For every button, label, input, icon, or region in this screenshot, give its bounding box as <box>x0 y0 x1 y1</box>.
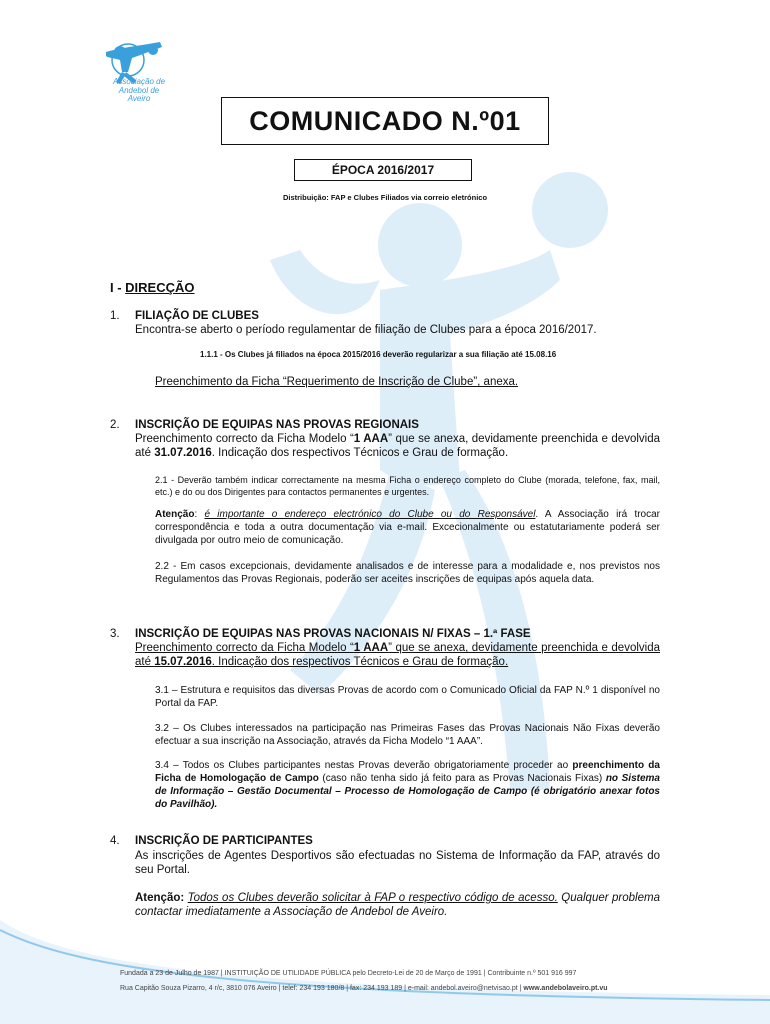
item-2-text-c: . Indicação dos respectivos Técnicos e Grau de formação. <box>211 447 509 459</box>
item-4-number: 4. <box>110 835 120 847</box>
section-heading <box>110 280 195 295</box>
season-label: ÉPOCA 2016/2017 <box>331 163 435 177</box>
item-2-date: 31.07.2016 <box>154 447 212 459</box>
item-2-text-b: ” que se anexa, devidamente preenchida e devolvida até <box>135 433 660 459</box>
logo-line-1: Associação de <box>112 77 166 86</box>
item-2-model: 1 AAA <box>353 433 389 445</box>
item-2-attention <box>155 508 660 547</box>
item-3-text-c: . Indicação dos respectivos Técnicos e Grau de formação. <box>211 656 509 668</box>
footer-line-2 <box>120 985 680 992</box>
title-box <box>221 97 549 145</box>
item-2-attention-em: é importante o endereço electrónico do Clube ou do Responsável <box>204 509 536 520</box>
item-3-sub-4-a: 3.4 – Todos os Clubes participantes nestas Provas deverão obrigatoriamente proceder ao <box>155 760 573 771</box>
item-4-attention-text: Todos os Clubes deverão solicitar à FAP o respectivo código de acesso. <box>187 892 558 904</box>
item-4-text: As inscrições de Agentes Desportivos são efectuadas no Sistema de Informação da FAP, através do seu Portal. <box>135 850 660 876</box>
item-2-number: 2. <box>110 419 120 431</box>
logo-line-3: Aveiro <box>127 94 151 103</box>
item-3-sub-2: 3.2 – Os Clubes interessados na participação nas Primeiras Fases das Provas Nacionais Não Fixas deverão efectuar a sua inscrição na Associação, através da Ficha Modelo “1 AAA”. <box>155 723 660 747</box>
item-3-sub-4-d: no Sistema de Informação – Gestão Documental – Processo de Homologação de Campo (é obrigatório anexar fotos do Pavilhão). <box>155 773 660 810</box>
item-1-form: Preenchimento da Ficha “Requerimento de Inscrição de Clube”, anexa. <box>155 376 519 388</box>
item-4-attention <box>135 891 660 919</box>
item-3-text <box>135 641 660 669</box>
item-3-sub-4 <box>155 759 660 811</box>
item-4-attention-rest: Qualquer problema contactar imediatamente a Associação de Andebol de Aveiro. <box>135 892 660 918</box>
item-1-number: 1. <box>110 310 120 322</box>
logo-text <box>100 78 178 104</box>
item-2-text <box>135 432 660 460</box>
item-2-sub-1: 2.1 - Deverão também indicar correctamente na mesma Ficha o endereço completo do Clube (morada, telefone, fax, mail, etc.) e do ou dos Dirigentes para contactos permanentes e urgentes. <box>155 475 660 497</box>
item-2-sub-2: 2.2 - Em casos excepcionais, devidamente analisados e de interesse para a modalidade e, nos previstos nos Regulamentos das Provas Regionais, poderão ser aceites inscrições de equipas após aquela data. <box>155 561 660 585</box>
footer-line-1: Fundada a 23 de Julho de 1987 | INSTITUIÇÃO DE UTILIDADE PÚBLICA pelo Decreto-Lei de 20 de Março de 1991 | Contribuinte n.º 501 916 997 <box>120 970 577 977</box>
footer-line-2-a: Rua Capitão Souza Pizarro, 4 r/c, 3810 076 Aveiro | telef: 234 193 180/8 | fax: 234 193 189 | e-mail: andebol.aveiro@netvisao.pt | <box>120 985 524 992</box>
item-3-number: 3. <box>110 628 120 640</box>
logo-line-2: Andebol de <box>118 85 160 95</box>
item-3-date: 15.07.2016 <box>154 656 212 668</box>
item-2-heading: INSCRIÇÃO DE EQUIPAS NAS PROVAS REGIONAIS <box>135 419 419 431</box>
item-1-text: Encontra-se aberto o período regulamentar de filiação de Clubes para a época 2016/2017. <box>135 324 597 336</box>
footer-website-link[interactable]: www.andebolaveiro.pt.vu <box>523 985 608 992</box>
item-3-sub-4-b: preenchimento da Ficha de Homologação de Campo <box>155 760 660 784</box>
item-3-text-a: Preenchimento correcto da Ficha Modelo “ <box>135 642 354 654</box>
section-roman: I - <box>110 280 126 295</box>
item-3-text-b: ” que se anexa, devidamente preenchida e devolvida até <box>135 642 660 668</box>
season-box <box>294 159 472 181</box>
item-3-sub-4-c: (caso não tenha sido já feito para as Provas Nacionais Fixas) <box>318 773 606 784</box>
item-2-attention-label: Atenção <box>155 509 195 520</box>
item-3-sub-1: 3.1 – Estrutura e requisitos das diversas Provas de acordo com o Comunicado Oficial da FAP N.º 1 disponível no Portal da FAP. <box>155 685 660 709</box>
page-title: COMUNICADO N.º01 <box>249 105 521 136</box>
item-2-attention-colon: : <box>194 509 205 520</box>
item-1-note: 1.1.1 - Os Clubes já filiados na época 2015/2016 deverão regularizar a sua filiação até 15.08.16 <box>200 350 557 359</box>
item-3-model: 1 AAA <box>353 642 389 654</box>
item-4-attention-label: Atenção: <box>135 892 185 904</box>
item-2-text-a: Preenchimento correcto da Ficha Modelo “ <box>135 433 354 445</box>
distribution-note: Distribuição: FAP e Clubes Filiados via correio eletrónico <box>282 193 488 202</box>
section-title: DIRECÇÃO <box>125 280 195 295</box>
item-2-attention-rest: . A Associação irá trocar correspondência e toda a outra documentação via e-mail. Excecionalmente ou estatutariamente poderá ser divulgada por outro meio de comunicação. <box>155 509 661 546</box>
item-3-heading: INSCRIÇÃO DE EQUIPAS NAS PROVAS NACIONAIS N/ FIXAS – 1.ª FASE <box>135 628 531 640</box>
item-4-heading: INSCRIÇÃO DE PARTICIPANTES <box>135 835 313 847</box>
item-1-heading: FILIAÇÃO DE CLUBES <box>135 310 259 322</box>
